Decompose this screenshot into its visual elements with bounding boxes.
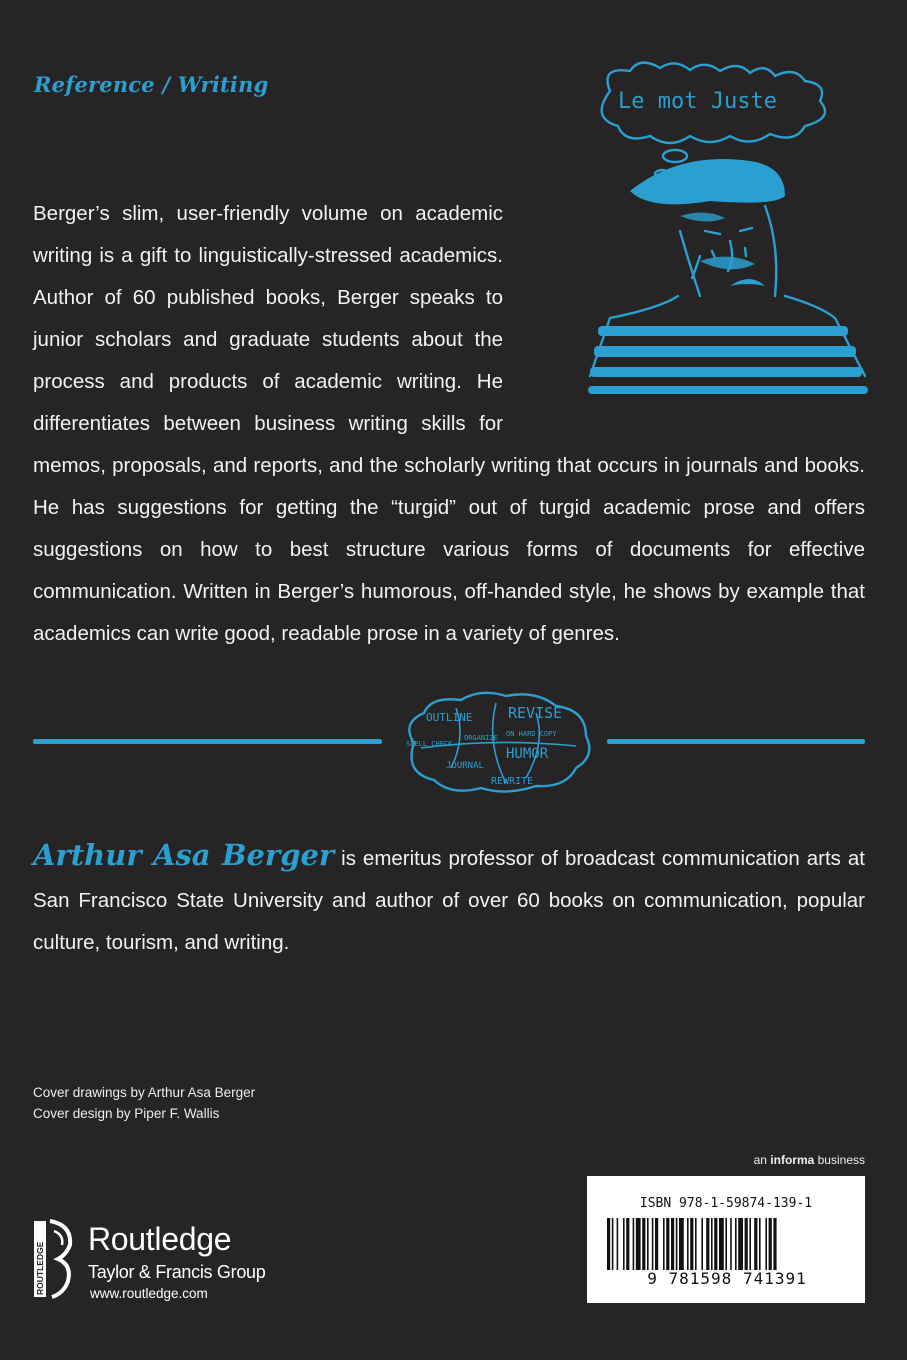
barcode-bar: [745, 1218, 748, 1276]
barcode-bar: [636, 1218, 641, 1276]
barcode-bar: [679, 1218, 684, 1276]
informa-suffix: business: [814, 1153, 865, 1167]
speech-bubble-text: Le mot Juste: [618, 89, 777, 114]
routledge-logo-icon: [30, 1219, 76, 1299]
barcode-bar: [666, 1218, 669, 1276]
barcode-bar: [652, 1218, 654, 1276]
category-label: Reference / Writing: [34, 72, 269, 97]
barcode-bar: [642, 1218, 645, 1276]
barcode-bar: [735, 1218, 737, 1276]
barcode-graphic: [605, 1218, 849, 1288]
author-name: Arthur Asa Berger: [33, 838, 335, 872]
brain-word: HUMOR: [506, 746, 549, 762]
publisher-group: Taylor & Francis Group: [88, 1262, 266, 1282]
barcode-bar: [676, 1218, 678, 1276]
cover-credits: [33, 1082, 255, 1124]
barcode-bar: [701, 1218, 703, 1276]
brain-word: ORGANIZE: [464, 734, 498, 742]
barcode-bar: [663, 1218, 665, 1276]
barcode-bar: [617, 1218, 619, 1276]
barcode-bar: [714, 1218, 717, 1276]
brain-word: ON HARD COPY: [506, 730, 557, 738]
barcode-bar: [754, 1218, 757, 1276]
brain-word: SPELL CHECK: [406, 740, 453, 748]
publisher-url: www.routledge.com: [90, 1286, 208, 1301]
barcode-digits: 9 781598 741391: [647, 1269, 807, 1288]
brain-word: REWRITE: [491, 776, 534, 787]
barcode-bar: [706, 1218, 709, 1276]
informa-tagline: [754, 1153, 865, 1167]
brain-word: REVISE: [508, 704, 563, 722]
brain-illustration: [396, 688, 596, 798]
barcode-bar: [607, 1218, 610, 1276]
isbn-barcode: [587, 1176, 865, 1303]
informa-brand: informa: [770, 1153, 815, 1167]
barcode-bar: [647, 1218, 649, 1276]
barcode-bar: [759, 1218, 761, 1276]
barcode-bar: [730, 1218, 732, 1276]
brain-word: OUTLINE: [426, 711, 473, 724]
book-description: [33, 193, 865, 655]
barcode-bar: [612, 1218, 614, 1276]
barcode-bar: [719, 1218, 724, 1276]
divider-right: [607, 739, 865, 744]
book-description-text: Berger’s slim, user-friendly volume on academic writing is a gift to linguistically-stressed academics. Author of 60 published books, Berger speaks to junior scholars and graduate students about the process and products of academic writing. He differentiates between business writing skills for memos, proposals, and reports, and the scholarly writing that occurs in journals and books. He has suggestions for getting the “turgid” out of turgid academic prose and offers suggestions on how to best structure various forms of documents for effective communication. Written in Berger’s humorous, off-handed style, he shows by example that academics can write good, readable prose in a variety of genres.: [33, 202, 865, 645]
barcode-bar: [738, 1218, 743, 1276]
drawings-credit: Cover drawings by Arthur Asa Berger: [33, 1085, 256, 1100]
isbn-label: ISBN 978-1-59874-139-1: [639, 1196, 813, 1211]
barcode-bar: [725, 1218, 727, 1276]
barcode-bar: [687, 1218, 689, 1276]
barcode-bar: [695, 1218, 697, 1276]
informa-prefix: an: [753, 1153, 771, 1167]
barcode-bar: [671, 1218, 674, 1276]
publisher-block: [30, 1217, 290, 1307]
barcode-bar: [633, 1218, 635, 1276]
author-bio: [33, 834, 865, 964]
illustration-spacer: [503, 193, 865, 439]
author-bio-text: is emeritus professor of broadcast communication arts at San Francisco State University and author of over 60 books on communication, popular culture, tourism, and writing.: [33, 847, 865, 954]
design-credit: Cover design by Piper F. Wallis: [33, 1106, 220, 1121]
logo-text: ROUTLEDGE: [35, 1241, 45, 1295]
barcode-bar: [690, 1218, 693, 1276]
barcode-bar: [711, 1218, 713, 1276]
barcode-bar: [749, 1218, 751, 1276]
publisher-name: Routledge: [88, 1221, 232, 1257]
brain-word: JOURNAL: [446, 761, 484, 771]
barcode-bar: [623, 1218, 625, 1276]
barcode-bar: [769, 1218, 772, 1276]
barcode-bar: [626, 1218, 629, 1276]
barcode-bar: [655, 1218, 658, 1276]
divider-left: [33, 739, 382, 744]
barcode-bar: [765, 1218, 767, 1276]
barcode-bar: [773, 1218, 776, 1276]
